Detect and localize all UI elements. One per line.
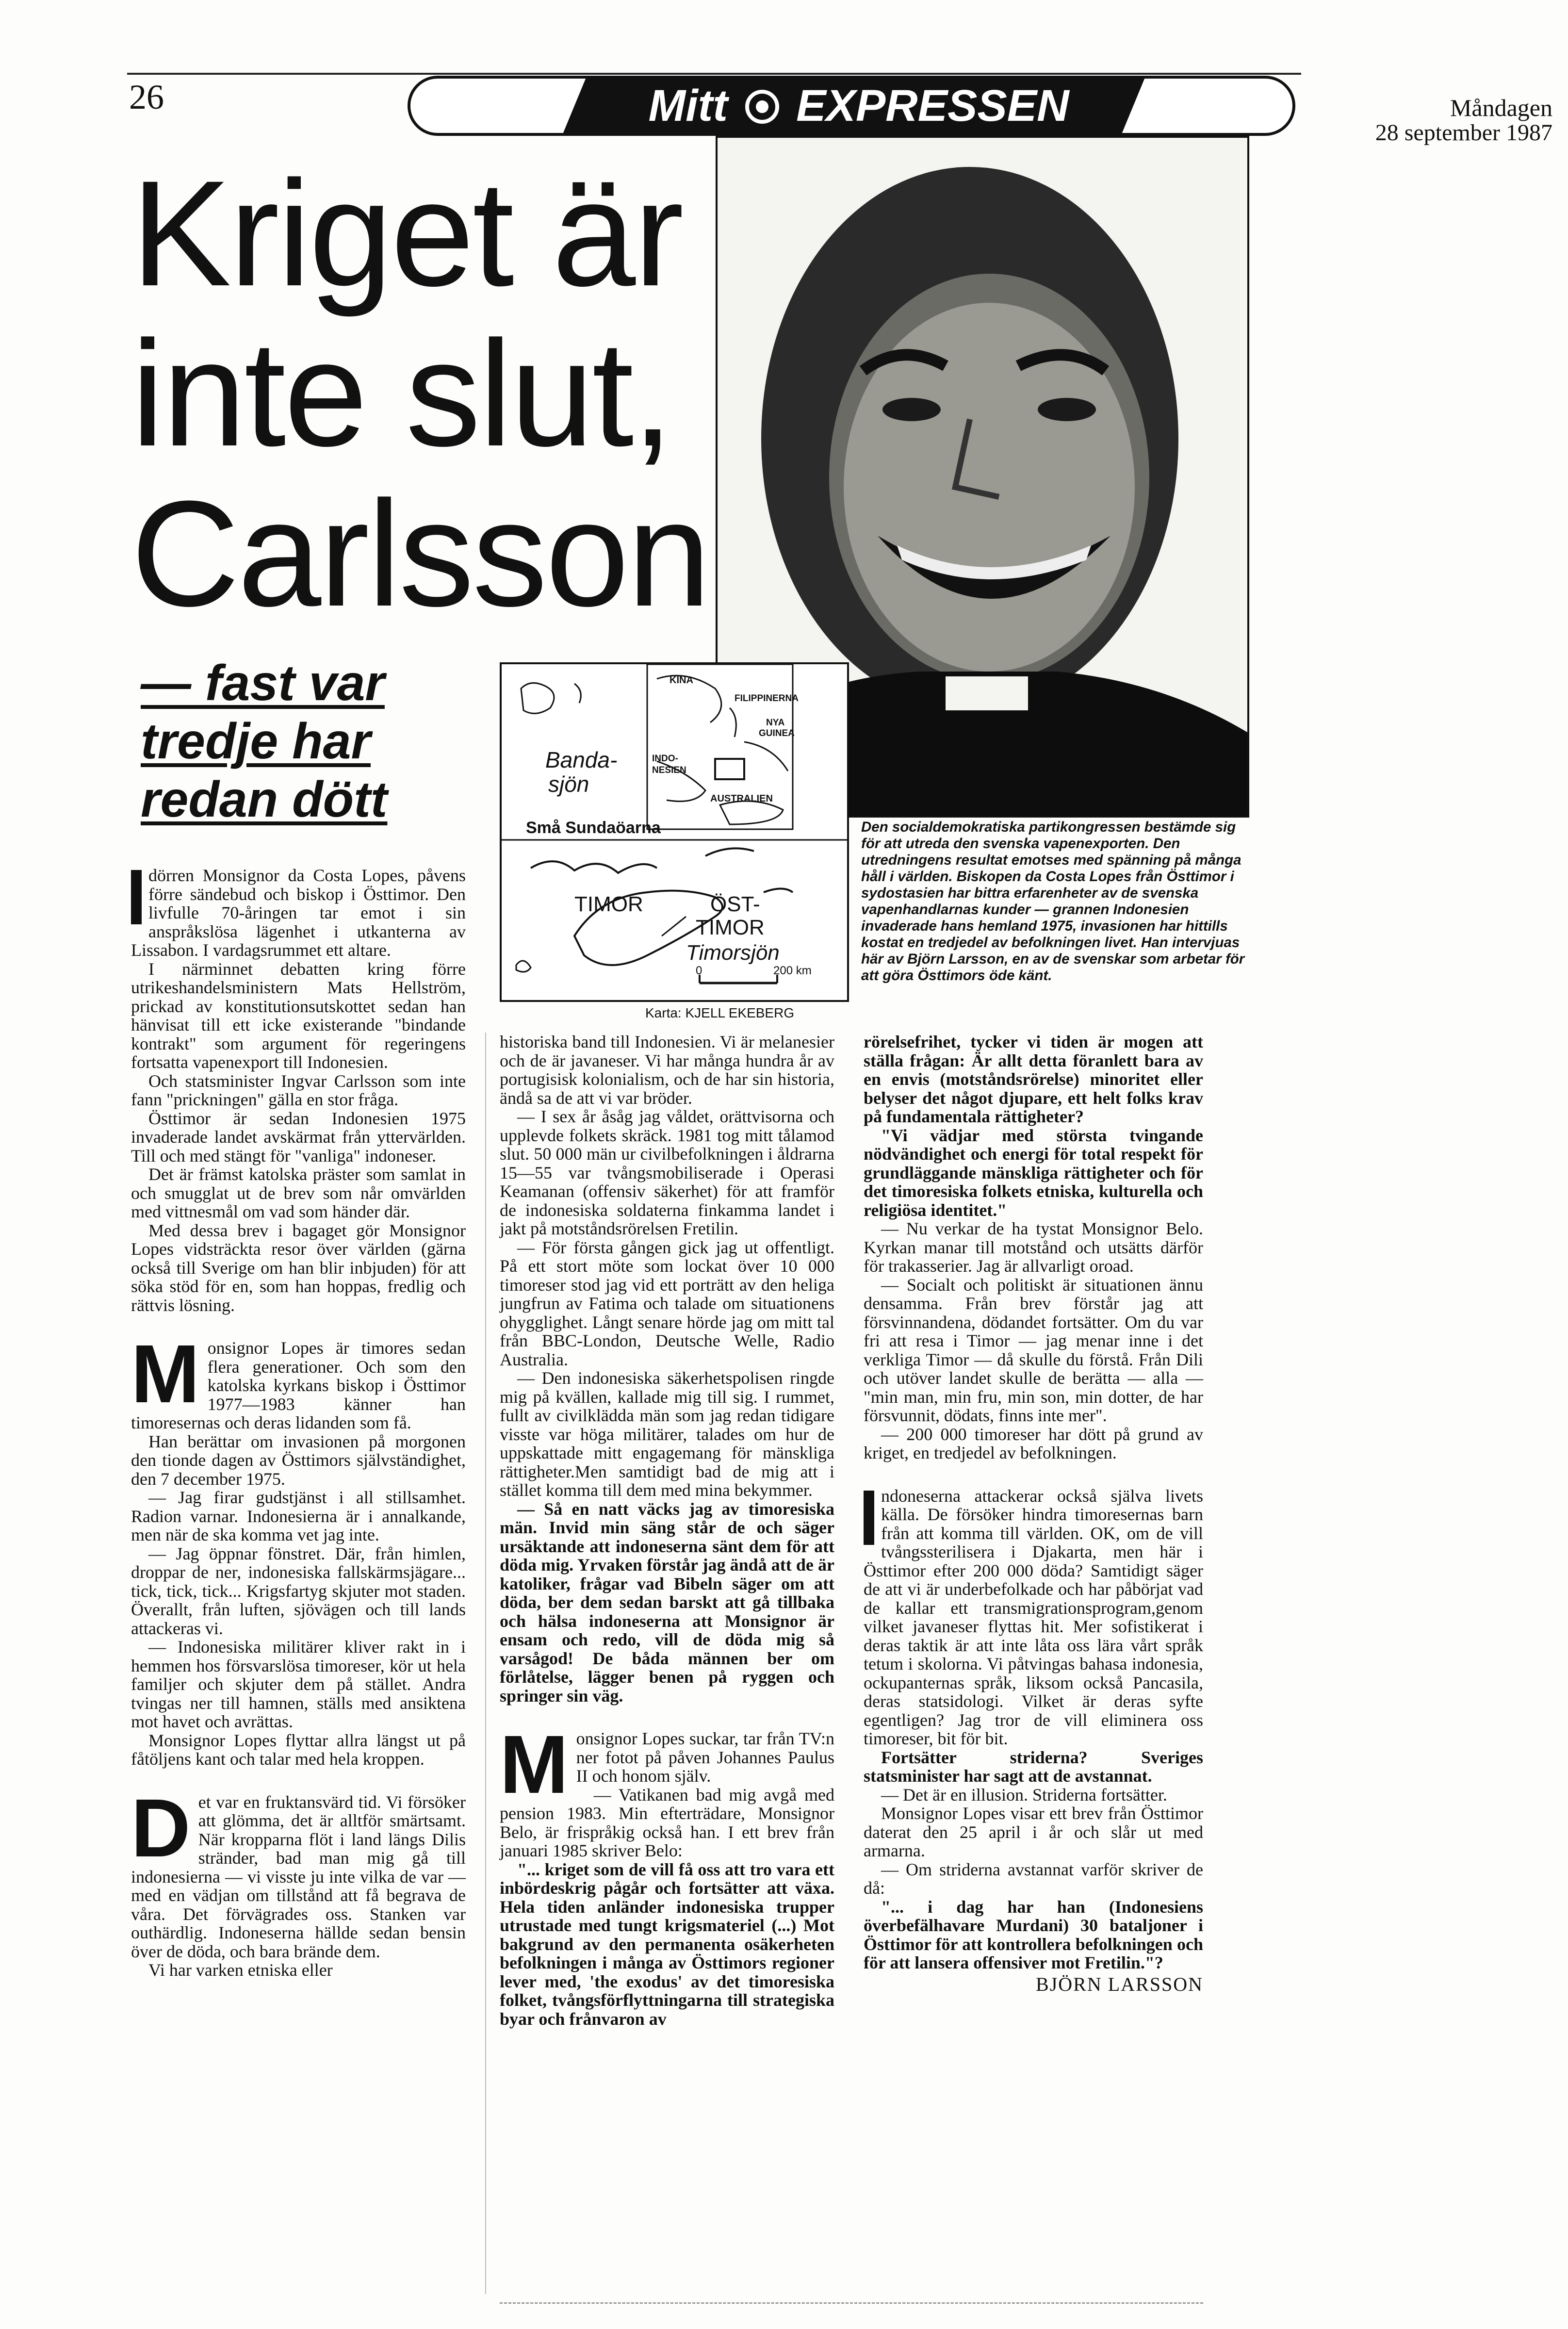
col3-bold-final: "... i dag har han (Indonesiens överbefälhavare Murdani) 30 bataljoner i Östtimor för att kontrollera befolkningen och för att lansera offensiver mot Fretilin."? [864, 1897, 1203, 1972]
col1-section3-tail: Vi har varken etniska eller [148, 1960, 333, 1980]
map-label-banda-sjon: sjön [548, 771, 589, 797]
section-prefix: Mitt [648, 81, 728, 131]
deck-line-3: redan dött [141, 771, 388, 828]
byline: BJÖRN LARSSON [1036, 1973, 1203, 1995]
col3-section2-lead: ndoneserna attackerar också själva livets källa. De försöker hindra timoresernas barn från att komma till världen. OK, om de vill tvångssterilisera i Djakarta, men här i Östtimor efter 200 000 döda? Samtidigt säger de att vi är underbefolkade och har påbörjat vad de kallar ett transmigrationsprogram,genom vilket javaneser flyttas hit. Mer sofistikerat i deras taktik är att inte låta oss lära vårt språk tetum i skolorna. Vi påtvingas bahasa indonesia, ockupanternas språk, liksom också Pancasila, deras statsidologi. Vilket är deras syfte egentligen? Jag tror de vill eliminera oss timoreser, bit för bit. [864, 1486, 1203, 1748]
col3-bold-question: Fortsätter striderna? Sveriges statsminister har sagt att de avstannat. [864, 1747, 1203, 1786]
col2-bold-letter: "... kriget som de vill få oss att tro vara ett inbördeskrig pågår och fortsätter att växa. Hela tiden anländer indonesiska trupper utrustade med tungt krigsmateriel (...) Mot bakgrund av den permanenta osäkerheten befolkningen i många av Östtimors regioner lever med, 'the exodus' av det timoresiska folket, tvångsförflyttningarna till strategiska byar och frånvaron av [500, 1859, 834, 2029]
map-label-nya: NYA [766, 718, 785, 728]
column-rule [485, 1033, 486, 2294]
map-label-ost: ÖST- [710, 892, 760, 916]
map-credit: Karta: KJELL EKEBERG [645, 1005, 795, 1020]
dropcap-bar [131, 870, 142, 924]
col2-section2-lead: Monsignor Lopes suckar, tar från TV:n ner fotot på påven Johannes Paulus II och honom själv. [500, 1719, 834, 1811]
col2-section2-paragraph: — Vatikanen bad mig avgå med pension 1983. Min efterträdare, Monsignor Belo, är frispråkig också han. I ett brev från januari 1985 skriver Belo: [500, 1785, 834, 1860]
col3-bold-lead: rörelsefrihet, tycker vi tiden är mogen att ställa frågan: Är allt detta föranlett bara av en envis (motståndsrörelse) minoritet eller belyser det något djupare, ett helt folks krav på fundamentala rättigheter? [864, 1032, 1203, 1126]
col1-lead: dörren Monsignor da Costa Lopes, påvens förre sändebud och biskop i Östtimor. Den livfulle 70-åringen tar emot i sin anspråkslösa lägenhet i utkanterna av Lissabon. I vardagsrummet ett altare. [131, 866, 466, 960]
masthead-logo-text [592, 82, 1126, 130]
dropcap: D [131, 1782, 191, 1874]
map-label-indo: INDO- [652, 754, 678, 764]
map-label-australien: AUSTRALIEN [710, 793, 773, 804]
masthead-date: 28 september 1987 [1375, 120, 1552, 146]
column-1 [131, 866, 466, 1980]
map-label-sma-sundaoarna: Små Sundaöarna [526, 819, 661, 837]
col2-paragraph: — I sex år åsåg jag våldet, orättvisorna och upplevde folkets skräck. 1981 tog mitt tålamod slut. 50 000 män ur civilbefolkningen i åldrarna 15—55 var tvångsmobiliserade i Operasi Keamanan (offensiv säkerhet) för att framför de indonesiska soldaterna finkamma landet i jakt på motståndsrörelsen Fretilin. [500, 1107, 834, 1238]
page-number: 26 [129, 78, 164, 116]
map-label-ost-timor: TIMOR [696, 916, 765, 939]
map-label-timor: TIMOR [574, 892, 643, 916]
col1-section3-lead: Det var en fruktansvärd tid. Vi försöker att glömma, det är alltför smärtsamt. När kropparna flöt i land längs Dilis stränder, bad man mig gå till indonesierna — vi visste ju inte vilka de var — med en vädjan om tillstånd att få begrava de våra. Det förvägrades oss. Stanken var outhärdlig. Indoneserna hällde sedan bensin över de döda, och bara brände dem. [131, 1782, 466, 1961]
map-label-banda: Banda- [545, 747, 618, 772]
map-label-guinea: GUINEA [759, 728, 795, 738]
map-box [500, 662, 849, 1002]
column-2 [500, 1033, 834, 2028]
map-label-timorsjon: Timorsjön [686, 941, 780, 965]
dropcap-bar [864, 1491, 874, 1545]
col3-paragraph: — Det är en illusion. Striderna fortsätter. [881, 1785, 1167, 1804]
col3-paragraph: — Om striderna avstannat varför skriver de då: [864, 1859, 1203, 1898]
col1-paragraph: Med dessa brev i bagaget gör Monsignor Lopes vidsträckta resor över världen (gärna också till Sverige om han blir inbjuden) för att söka stöd för en, som han hoppas, fredlig och rättvis lösning. [131, 1220, 466, 1315]
photo-caption: Den socialdemokratiska partikongressen bestämde sig för att utreda den svenska vapenexporten. Den utredningens resultat emotses med spänning på många håll i världen. Biskopen da Costa Lopes från Östtimor i sydostasien har bittra erfarenheter av de svenska vapenhandlarnas kunder — grannen Indonesien invaderade hans hemland 1975, invasionen har hittills kostat en tredjedel av befolkningen livet. Han intervjuas här av Björn Larsson, en av de svenskar som arbetar för att göra Östtimors öde känt. [861, 819, 1245, 984]
map-label-nesien: NESIEN [652, 765, 686, 775]
bottom-rule [500, 2302, 1203, 2305]
column-3 [864, 1033, 1203, 1994]
map-scale-zero: 0 [696, 964, 702, 977]
dropcap: M [131, 1328, 200, 1420]
col2-lead: historiska band till Indonesien. Vi är melanesier och de är javaneser. Vi har många hundra år av portugisisk kolonialism, och de har sin historia, ändå sa de att vi var bröder. [500, 1032, 834, 1108]
col3-paragraph: — Nu verkar de ha tystat Monsignor Belo. Kyrkan manar till motstånd och utsätts därför för trakasserier. Jag är allvarligt oroad. [864, 1219, 1203, 1276]
headline-line-2: inte slut, [131, 309, 672, 477]
deck-line-2: tredje har [141, 713, 371, 770]
dropcap: M [500, 1719, 569, 1811]
col3-paragraph: — 200 000 timoreser har dött på grund av kriget, en tredjedel av befolkningen. [864, 1424, 1203, 1462]
headline-line-3: Carlsson [131, 469, 709, 638]
col2-bold-quote: — Så en natt väcks jag av timoresiska män. Invid min säng står de och säger ursäktande att indoneserna sänt dem för att döda mig. Yrvaken förstår jag ändå att de är katoliker, frågar vad Bibeln säger om att döda, ber dem sedan barskt att gå tillbaka och hälsa indoneserna att Monsignor är ensam och redo, vill de döda mig så varsågod! De båda männen ber om förlåtelse, lägger benen på ryggen och springer sin väg. [500, 1499, 834, 1706]
col1-section2-paragraph: — Jag öppnar fönstret. Där, från himlen, droppar de ner, indonesiska fallskärmsjägare... tick, tick, tick... Krigsfartyg skjuter mot staden. Överallt, från luften, sjövägen och till lands attackeras vi. [131, 1543, 466, 1638]
section-brand: EXPRESSEN [796, 81, 1069, 131]
col1-paragraph: Och statsminister Ingvar Carlsson som inte fann "prickningen" gälla en stor fråga. [131, 1071, 466, 1109]
masthead-rule [127, 73, 1301, 75]
col1-paragraph: I närminnet debatten kring förre utrikeshandelsministern Mats Hellström, prickad av konstitutionsutskottet sedan han hänvisat till ett icke existerande "bindande kontrakt" som argument för regeringens fortsatta vapenexport till Indonesien. [131, 959, 466, 1072]
col2-paragraph: — För första gången gick jag ut offentligt. På ett stort möte som lockat över 10 000 timoreser stod jag vid ett porträtt av den heliga jungfrun av Fatima och talade om situationens ohygglighet. Långt senare hörde jag om mitt tal från BBC-London, Deutsche Welle, Radio Australia. [500, 1237, 834, 1369]
col3-paragraph: Monsignor Lopes visar ett brev från Östtimor daterat den 25 april i år och slår ut med armarna. [864, 1804, 1203, 1860]
col1-paragraph: Det är främst katolska präster som samlat in och smugglat ut de brev som når omvärlden med vittnesmål om vad som händer där. [131, 1164, 466, 1221]
deck-line-1: — fast var [141, 655, 385, 711]
map-scale-km: 200 km [773, 964, 812, 977]
map-label-filippinerna: FILIPPINERNA [735, 693, 799, 704]
target-icon [745, 90, 779, 124]
col1-section2-paragraph: Monsignor Lopes flyttar allra längst ut på fåtöljens kant och talar med hela kroppen. [131, 1730, 466, 1769]
headline-line-1: Kriget är [131, 149, 682, 317]
col1-section2-paragraph: — Jag firar gudstjänst i all stillsamhet. Radion varnar. Indonesierna är i annalkande, men när de ska komma vet jag inte. [131, 1488, 466, 1544]
col1-paragraph: Östtimor är sedan Indonesien 1975 invaderade landet avskärmat från yttervärlden. Till och med stängt för "vanliga" indoneser. [131, 1108, 466, 1165]
col3-paragraph: — Socialt och politiskt är situationen ännu densamma. Från brev förstår jag att försvinnandena, dödandet fortsätter. Om du var fri att resa i Timor — jag menar inne i det verkliga Timor — då skulle du förstå. Från Dili och utöver landet skulle de berätta — alla — "min man, min fru, min son, min dotter, de har försvunnit, dödats, finns inte mer". [864, 1275, 1203, 1425]
col1-section2-lead: Monsignor Lopes är timores sedan flera generationer. Och som den katolska kyrkans biskop i Östtimor 1977—1983 känner han timoresernas och deras lidanden som få. [131, 1328, 466, 1432]
col3-bold-quote: "Vi vädjar med största tvingande nödvändighet och energi för total respekt för grundläggande mänskliga rättigheter och för det timoresiska folkets etniska, kulturella och religiösa identitet." [864, 1125, 1203, 1220]
col1-section2-paragraph: — Indonesiska militärer kliver rakt in i hemmen hos försvarslösa timoreser, kör ut hela familjer och skjuter dem på stället. Andra tvingas ner till hamnen, ställs med ansiktena mot havet och avrättas. [131, 1637, 466, 1731]
map-label-kina: KINA [670, 675, 693, 686]
col2-paragraph: — Den indonesiska säkerhetspolisen ringde mig på kvällen, kallade mig till sig. I rummet, fullt av civilklädda män som jag redan tidigare visste var höga militärer, talades om hur de uppskattade mitt engagemang för mänskliga rättigheter.Men samtidigt bad de mig att i stället komma till dem med mina bekymmer. [500, 1368, 834, 1500]
col1-section2-paragraph: Han berättar om invasionen på morgonen den tionde dagen av Östtimors självständighet, den 7 december 1975. [131, 1431, 466, 1489]
masthead-day: Måndagen [1450, 94, 1552, 121]
